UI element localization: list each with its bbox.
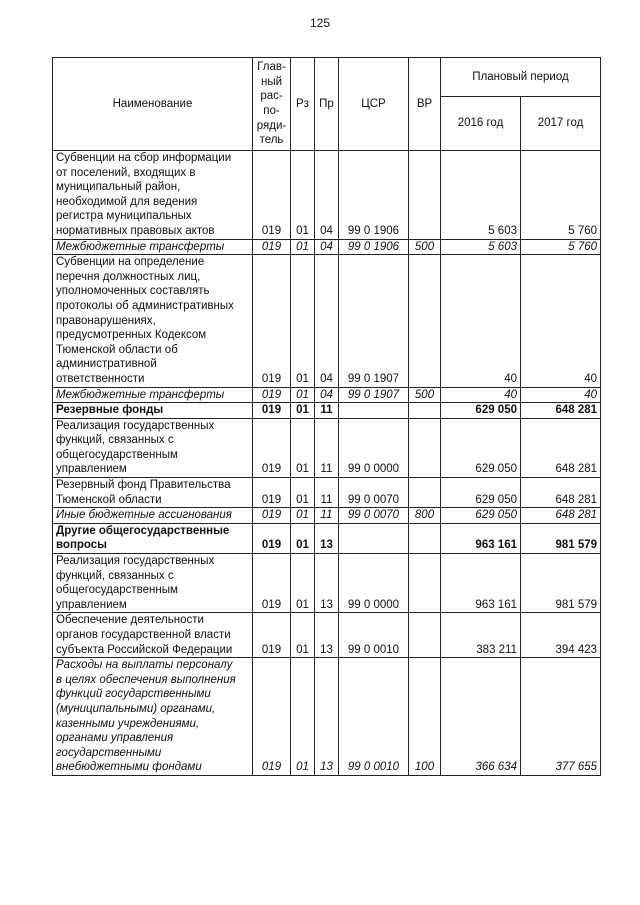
header-main-manager: Глав- ный рас- по- ряди- тель — [253, 58, 291, 151]
cell-2016: 5 603 — [441, 151, 521, 240]
header-pr: Пр — [315, 58, 339, 151]
table-row — [53, 478, 601, 508]
header-vr: ВР — [409, 58, 441, 151]
cell-main-manager: 019 — [253, 508, 291, 524]
header-rz: Рз — [291, 58, 315, 151]
table-row — [53, 418, 601, 477]
table-row — [53, 239, 601, 255]
cell-pr: 04 — [315, 387, 339, 403]
cell-2017: 40 — [521, 387, 601, 403]
cell-vr — [409, 418, 441, 477]
cell-csr: 99 0 0010 — [339, 658, 409, 776]
cell-2017: 648 281 — [521, 478, 601, 508]
budget-table — [52, 57, 601, 776]
cell-pr: 11 — [315, 508, 339, 524]
cell-2017: 5 760 — [521, 151, 601, 240]
cell-main-manager: 019 — [253, 554, 291, 613]
cell-2017: 5 760 — [521, 239, 601, 255]
table-row — [53, 658, 601, 776]
cell-2016: 629 050 — [441, 403, 521, 419]
cell-csr: 99 0 0010 — [339, 613, 409, 658]
cell-pr: 04 — [315, 239, 339, 255]
header-name: Наименование — [53, 58, 253, 151]
cell-2017: 981 579 — [521, 523, 601, 553]
cell-csr: 99 0 1907 — [339, 387, 409, 403]
cell-2017: 40 — [521, 255, 601, 387]
cell-vr — [409, 478, 441, 508]
cell-2016: 629 050 — [441, 508, 521, 524]
cell-2016: 963 161 — [441, 523, 521, 553]
cell-csr: 99 0 0070 — [339, 508, 409, 524]
cell-main-manager: 019 — [253, 478, 291, 508]
cell-2016: 366 634 — [441, 658, 521, 776]
cell-main-manager: 019 — [253, 403, 291, 419]
cell-vr: 500 — [409, 387, 441, 403]
header-year-2017: 2017 год — [521, 97, 601, 151]
cell-rz: 01 — [291, 554, 315, 613]
table-row — [53, 403, 601, 419]
cell-rz: 01 — [291, 151, 315, 240]
cell-2016: 5 603 — [441, 239, 521, 255]
cell-pr: 13 — [315, 613, 339, 658]
cell-pr: 11 — [315, 478, 339, 508]
cell-pr: 04 — [315, 151, 339, 240]
cell-main-manager: 019 — [253, 255, 291, 387]
header-row-1 — [53, 58, 601, 97]
cell-rz: 01 — [291, 658, 315, 776]
cell-name: Межбюджетные трансферты — [53, 387, 253, 403]
table-row — [53, 387, 601, 403]
cell-vr — [409, 554, 441, 613]
cell-name: Субвенции на определение перечня должностных лиц, уполномоченных составлять протоколы об административных правонарушениях, предусмотренных Кодексом Тюменской области об административной ответственности — [53, 255, 253, 387]
cell-name: Реализация государственных функций, связанных с общегосударственным управлением — [53, 554, 253, 613]
cell-vr — [409, 403, 441, 419]
cell-vr — [409, 523, 441, 553]
cell-rz: 01 — [291, 239, 315, 255]
cell-name: Другие общегосударственные вопросы — [53, 523, 253, 553]
table-row — [53, 613, 601, 658]
cell-main-manager: 019 — [253, 418, 291, 477]
cell-main-manager: 019 — [253, 658, 291, 776]
cell-rz: 01 — [291, 613, 315, 658]
cell-2016: 629 050 — [441, 418, 521, 477]
cell-csr: 99 0 1906 — [339, 151, 409, 240]
page-number: 125 — [309, 16, 331, 30]
cell-vr: 800 — [409, 508, 441, 524]
cell-csr: 99 0 1906 — [339, 239, 409, 255]
cell-rz: 01 — [291, 478, 315, 508]
cell-pr: 11 — [315, 418, 339, 477]
cell-main-manager: 019 — [253, 613, 291, 658]
cell-name: Межбюджетные трансферты — [53, 239, 253, 255]
cell-rz: 01 — [291, 508, 315, 524]
cell-name: Резервные фонды — [53, 403, 253, 419]
cell-2017: 648 281 — [521, 508, 601, 524]
table-row — [53, 523, 601, 553]
cell-2017: 648 281 — [521, 418, 601, 477]
table-row — [53, 151, 601, 240]
cell-main-manager: 019 — [253, 151, 291, 240]
header-year-2016: 2016 год — [441, 97, 521, 151]
cell-name: Расходы на выплаты персоналу в целях обеспечения выполнения функций государственными (муниципальными) органами, казенными учреждениями, органами управления государственными внебюджетными фондами — [53, 658, 253, 776]
cell-pr: 13 — [315, 554, 339, 613]
cell-rz: 01 — [291, 523, 315, 553]
cell-main-manager: 019 — [253, 239, 291, 255]
table-row — [53, 508, 601, 524]
cell-csr — [339, 403, 409, 419]
cell-pr: 13 — [315, 523, 339, 553]
cell-2016: 963 161 — [441, 554, 521, 613]
cell-name: Реализация государственных функций, связанных с общегосударственным управлением — [53, 418, 253, 477]
cell-rz: 01 — [291, 387, 315, 403]
cell-2016: 383 211 — [441, 613, 521, 658]
cell-rz: 01 — [291, 403, 315, 419]
cell-name: Иные бюджетные ассигнования — [53, 508, 253, 524]
cell-csr: 99 0 1907 — [339, 255, 409, 387]
cell-2017: 377 655 — [521, 658, 601, 776]
header-plan-period: Плановый период — [441, 58, 601, 97]
cell-vr: 500 — [409, 239, 441, 255]
cell-vr: 100 — [409, 658, 441, 776]
cell-vr — [409, 255, 441, 387]
cell-pr: 11 — [315, 403, 339, 419]
cell-csr — [339, 523, 409, 553]
cell-main-manager: 019 — [253, 387, 291, 403]
cell-vr — [409, 613, 441, 658]
table-body — [53, 151, 601, 776]
cell-pr: 04 — [315, 255, 339, 387]
cell-csr: 99 0 0000 — [339, 418, 409, 477]
table-row — [53, 554, 601, 613]
cell-csr: 99 0 0000 — [339, 554, 409, 613]
cell-2016: 629 050 — [441, 478, 521, 508]
cell-2017: 648 281 — [521, 403, 601, 419]
cell-2016: 40 — [441, 387, 521, 403]
cell-2016: 40 — [441, 255, 521, 387]
cell-2017: 981 579 — [521, 554, 601, 613]
cell-name: Субвенции на сбор информации от поселений, входящих в муниципальный район, необходимой для ведения регистра муниципальных нормативных правовых актов — [53, 151, 253, 240]
header-csr: ЦСР — [339, 58, 409, 151]
cell-vr — [409, 151, 441, 240]
cell-2017: 394 423 — [521, 613, 601, 658]
cell-pr: 13 — [315, 658, 339, 776]
cell-name: Резервный фонд Правительства Тюменской области — [53, 478, 253, 508]
cell-rz: 01 — [291, 418, 315, 477]
cell-name: Обеспечение деятельности органов государственной власти субъекта Российской Федерации — [53, 613, 253, 658]
table-row — [53, 255, 601, 387]
cell-csr: 99 0 0070 — [339, 478, 409, 508]
cell-rz: 01 — [291, 255, 315, 387]
cell-main-manager: 019 — [253, 523, 291, 553]
